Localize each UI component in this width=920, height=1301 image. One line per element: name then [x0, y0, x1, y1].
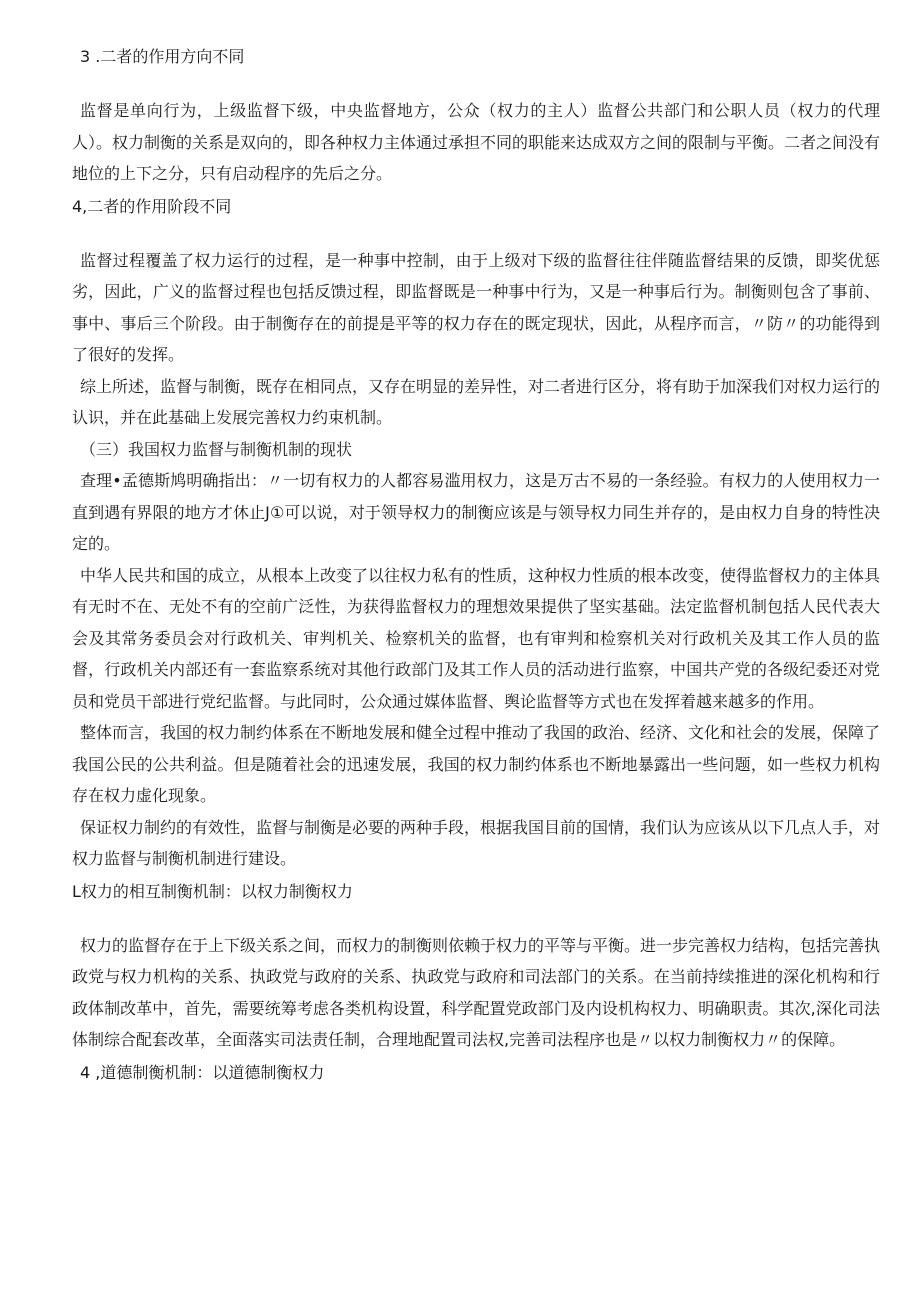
subsection-heading-current-status: （三）我国权力监督与制衡机制的现状 — [80, 439, 353, 459]
paragraph-overall-assessment: 整体而言，我国的权力制约体系在不断地发展和健全过程中推动了我国的政治、经济、文化和社会的发展，保障了我国公民的公共利益。但是随着社会的迅速发展，我国的权力制约体系也不断地暴露出一些问题，如一些权力机构存在权力虚化现象。 — [72, 723, 881, 805]
paragraph-supervision-direction: 监督是单向行为，上级监督下级，中央监督地方，公众（权力的主人）监督公共部门和公职人员（权力的代理人）。权力制衡的关系是双向的，即各种权力主体通过承担不同的职能来达成双方之间的限制与平衡。二者之间没有地位的上下之分，只有启动程序的先后之分。 — [72, 101, 881, 183]
document-page — [72, 44, 880, 1086]
section-heading-moral-checks: 4 ,道德制衡机制：以道德制衡权力 — [80, 1062, 325, 1082]
paragraph-power-structure: 权力的监督存在于上下级关系之间，而权力的制衡则依赖于权力的平等与平衡。进一步完善权力结构，包括完善执政党与权力机构的关系、执政党与政府的关系、执政党与政府和司法部门的关系。在当前持续推进的深化机构和行政体制改革中，首先，需要统筹考虑各类机构设置，科学配置党政部门及内设机构权力、明确职责。其次,深化司法体制综合配套改革，全面落实司法责任制，合理地配置司法权,完善司法程序也是〃以权力制衡权力〃的保障。 — [72, 935, 881, 1049]
paragraph-prc-founding: 中华人民共和国的成立，从根本上改变了以往权力私有的性质，这种权力性质的根本改变，使得监督权力的主体具有无时不在、无处不有的空前广泛性，为获得监督权力的理想效果提供了坚实基础。法定监督机制包括人民代表大会及其常务委员会对行政机关、审判机关、检察机关的监督，也有审判和检察机关对行政机关及其工作人员的监督，行政机关内部还有一套监察系统对其他行政部门及其工作人员的活动进行监察，中国共产党的各级纪委还对党员和党员干部进行党纪监督。与此同时，公众通过媒体监督、舆论监督等方式也在发挥着越来越多的作用。 — [72, 565, 881, 711]
paragraph-summary: 综上所述，监督与制衡，既存在相同点，又存在明显的差异性，对二者进行区分，将有助于加深我们对权力运行的认识，并在此基础上发展完善权力约束机制。 — [72, 376, 881, 427]
paragraph-supervision-stage: 监督过程覆盖了权力运行的过程，是一种事中控制，由于上级对下级的监督往往伴随监督结果的反馈，即奖优惩劣，因此，广义的监督过程也包括反馈过程，即监督既是一种事中行为，又是一种事后行为。制衡则包含了事前、事中、事后三个阶段。由于制衡存在的前提是平等的权力存在的既定现状，因此，从程序而言，〃防〃的功能得到了很好的发挥。 — [72, 250, 880, 364]
paragraph-effectiveness: 保证权力制约的有效性，监督与制衡是必要的两种手段，根据我国目前的国情，我们认为应该从以下几点人手，对权力监督与制衡机制进行建设。 — [72, 817, 881, 868]
section-heading-action-direction: 3 .二者的作用方向不同 — [80, 47, 245, 66]
paragraph-montesquieu-quote: 查理•孟德斯鸠明确指出：〃一切有权力的人都容易滥用权力，这是万古不易的一条经验。有权力的人使用权力一直到遇有界限的地方才休止J①可以说，对于领导权力的制衡应该是与领导权力同生并存的，是由权力自身的特性决定的。 — [72, 471, 880, 553]
section-heading-mutual-checks: L权力的相互制衡机制：以权力制衡权力 — [72, 881, 353, 901]
section-heading-action-stage: 4,二者的作用阶段不同 — [72, 196, 232, 216]
